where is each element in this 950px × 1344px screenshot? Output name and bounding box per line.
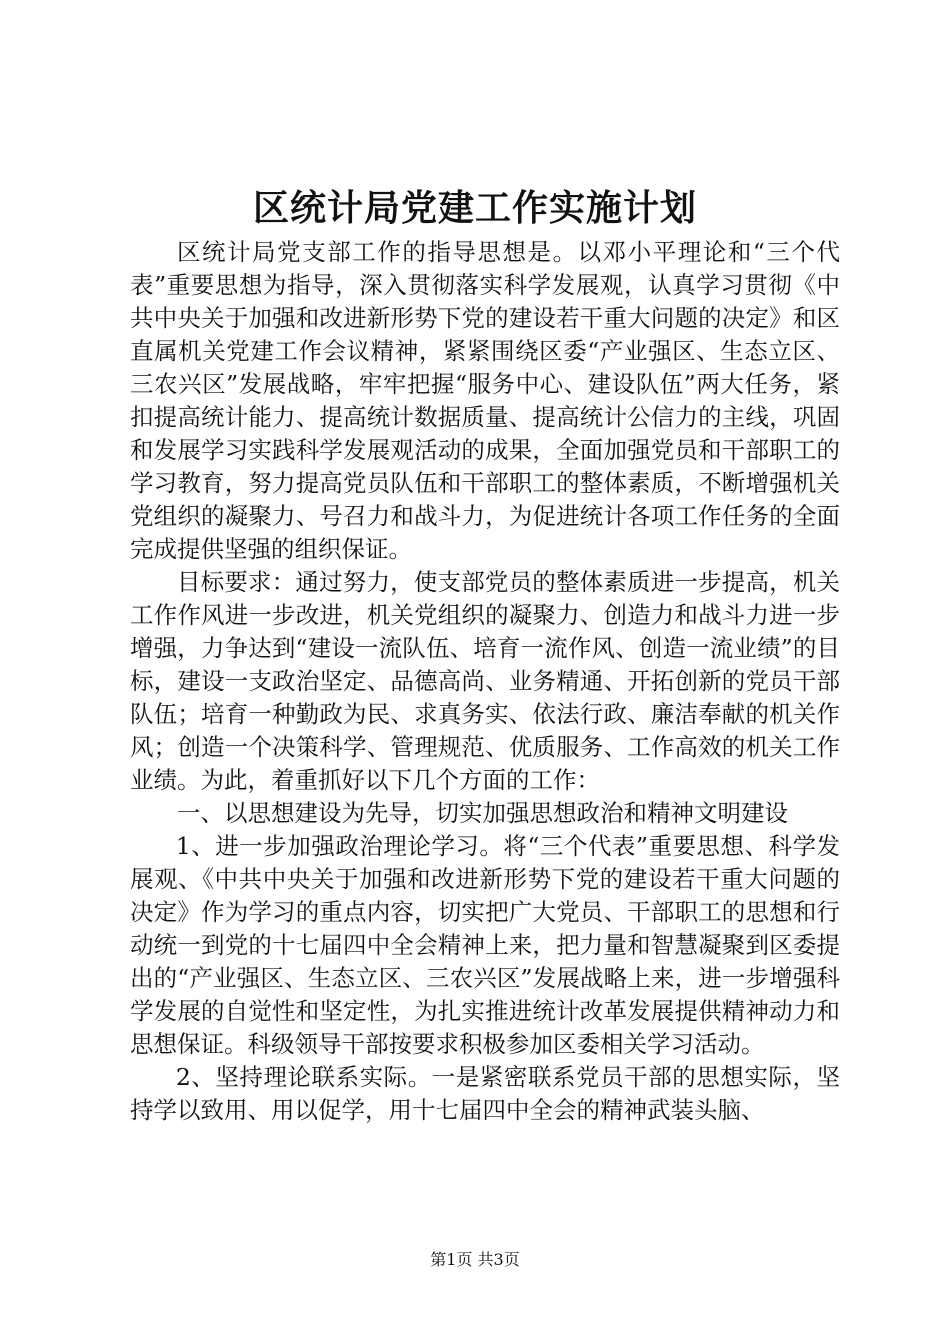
section-heading-1: 一、以思想建设为先导，切实加强思想政治和精神文明建设 <box>177 799 788 827</box>
paragraph-goals: 目标要求：通过努力，使支部党员的整体素质进一步提高，机关工作作风进一步改进，机关党组织的凝聚力、创造力和战斗力进一步增强，力争达到“建设一流队伍、培育一流作风、创造一流业绩”的目标，建设一支政治坚定、品德高尚、业务精通、开拓创新的党员干部队伍；培育一种勤政为民、求真务实、依法行政、廉洁奉献的机关作风；创造一个决策科学、管理规范、优质服务、工作高效的机关工作业绩。为此，着重抓好以下几个方面的工作： <box>130 568 840 794</box>
paragraph-guiding-thought: 区统计局党支部工作的指导思想是。以邓小平理论和“三个代表”重要思想为指导，深入贯彻落实科学发展观，认真学习贯彻《中共中央关于加强和改进新形势下党的建设若干重大问题的决定》和区直属机关党建工作会议精神，紧紧围绕区委“产业强区、生态立区、三农兴区”发展战略，牢牢把握“服务中心、建设队伍”两大任务，紧扣提高统计能力、提高统计数据质量、提高统计公信力的主线，巩固和发展学习实践科学发展观活动的成果，全面加强党员和干部职工的学习教育，努力提高党员队伍和干部职工的整体素质，不断增强机关党组织的凝聚力、号召力和战斗力，为促进统计各项工作任务的全面完成提供坚强的组织保证。 <box>130 238 840 563</box>
paragraph-item-2: 2、坚持理论联系实际。一是紧密联系党员干部的思想实际，坚持学以致用、用以促学，用十七届四中全会的精神武装头脑、 <box>130 1063 840 1124</box>
document-body <box>130 236 840 1127</box>
paragraph-item-1: 1、进一步加强政治理论学习。将“三个代表”重要思想、科学发展观、《中共中央关于加强和改进新形势下党的建设若干重大问题的决定》作为学习的重点内容，切实把广大党员、干部职工的思想和行动统一到党的十七届四中全会精神上来，把力量和智慧凝聚到区委提出的“产业强区、生态立区、三农兴区”发展战略上来，进一步增强科学发展的自觉性和坚定性，为扎实推进统计改革发展提供精神动力和思想保证。科级领导干部按要求积极参加区委相关学习活动。 <box>130 832 840 1058</box>
page-footer: 第1页 共3页 <box>430 1250 520 1269</box>
document-title: 区统计局党建工作实施计划 <box>252 187 697 229</box>
